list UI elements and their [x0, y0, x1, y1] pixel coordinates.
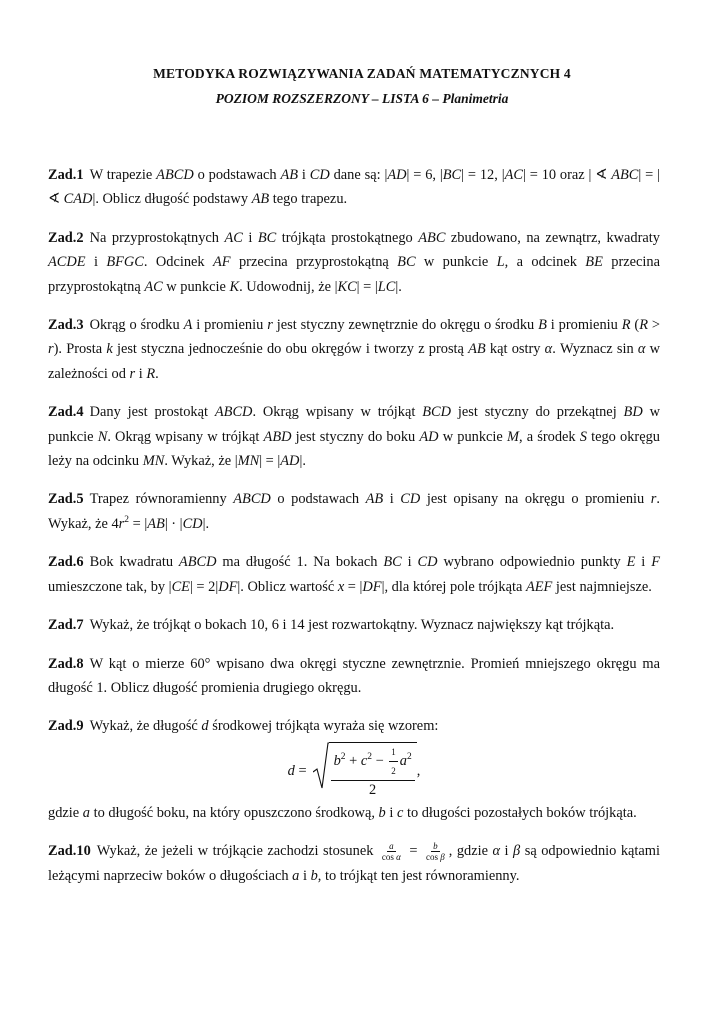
problem-8: Zad.8 W kąt o mierze 60° wpisano dwa okręgi styczne zewnętrznie. Promień mniejszego okręgu ma długość 1. Oblicz długość promienia drugiego okręgu. [48, 655, 660, 696]
problem-label: Zad.7 [48, 617, 84, 634]
problem-label: Zad.8 [48, 655, 84, 672]
problem-1: Zad.1 W trapezie ABCD o podstawach AB i CD dane są: |AD| = 6, |BC| = 12, |AC| = 10 oraz | ∢ ABC| = | ∢ CAD|. Oblicz długość podstawy AB tego trapezu. [48, 167, 660, 208]
document-title: METODYKA ROZWIĄZYWANIA ZADAŃ MATEMATYCZNYCH 4 [153, 66, 571, 81]
problem-list [48, 163, 660, 902]
problem-label: Zad.6 [48, 554, 84, 571]
problem-10: Zad.10 Wykaż, że jeżeli w trójkącie zachodzi stosunek $\frac{a}{\text{cos α}}$ = $\frac{b}{\text{cos β}}$ , gdzie α i β są odpowiednio kątami leżącymi naprzeciw boków o długościach a i b, to trójkąt ten jest równoramienny. [48, 841, 660, 884]
problem-label: Zad.3 [48, 317, 84, 334]
problem-9: Zad.9 Wykaż, że długość d środkowej trójkąta wyraża się wzorem: d = $b^2 + c^2$ − $\frac{1}{2}$ $a^2$ 2 , gdzie a to długość boku, na który opuszczono środkową, b i c to długości pozostałych boków trójkąta. [48, 714, 660, 825]
problem-label: Zad.9 [48, 718, 84, 735]
problem-label: Zad.1 [48, 167, 84, 183]
document-subtitle: POZIOM ROZSZERZONY – LISTA 6 – Planimetria [215, 91, 509, 106]
problem-5: Zad.5 Trapez równoramienny ABCD o podstawach AB i CD jest opisany na okręgu o promieniu r. Wykaż, że $4r^2 = |AB| \cdot |CD|$. [48, 491, 660, 532]
problem-3: Zad.3 Okrąg o środku A i promieniu r jest styczny zewnętrznie do okręgu o środku B i promieniu R (R > r). Prosta k jest styczna jednocześnie do obu okręgów i tworzy z prostą AB kąt ostry α. Wyznacz sin α w zależności od r i R. [48, 317, 661, 382]
problem-7: Zad.7 Wykaż, że trójkąt o bokach 10, 6 i 14 jest rozwartokątny. Wyznacz największy kąt trójkąta. [48, 617, 615, 634]
problem-6: Zad.6 Bok kwadratu ABCD ma długość 1. Na bokach BC i CD wybrano odpowiednio punkty E i F umieszczone tak, by |CE| = 2|DF|. Oblicz wartość x = |DF|, dla której pole trójkąta AEF jest najmniejsze. [48, 554, 660, 595]
problem-2: Zad.2 Na przyprostokątnych AC i BC trójkąta prostokątnego ABC zbudowano, na zewnątrz, kwadraty ACDE i BFGC. Odcinek AF przecina przyprostokątną BC w punkcie L, a odcinek BE przecina przyprostokątną AC w punkcie K. Udowodnij, że |KC| = |LC|. [48, 229, 660, 295]
problem-label: Zad.2 [48, 229, 84, 246]
problem-label: Zad.5 [48, 491, 84, 508]
problem-label: Zad.4 [48, 404, 84, 421]
problem-label: Zad.10 [48, 843, 91, 860]
median-formula: d = $b^2 + c^2$ − $\frac{1}{2}$ $a^2$ 2 , [48, 745, 660, 797]
problem-4: Zad.4 Dany jest prostokąt ABCD. Okrąg wpisany w trójkąt BCD jest styczny do przekątnej BD w punkcie N. Okrąg wpisany w trójkąt ABD jest styczny do boku AD w punkcie M, a środek S tego okręgu leży na odcinku MN. Wykaż, że |MN| = |AD|. [48, 404, 660, 470]
sqrt-symbol [313, 742, 329, 790]
